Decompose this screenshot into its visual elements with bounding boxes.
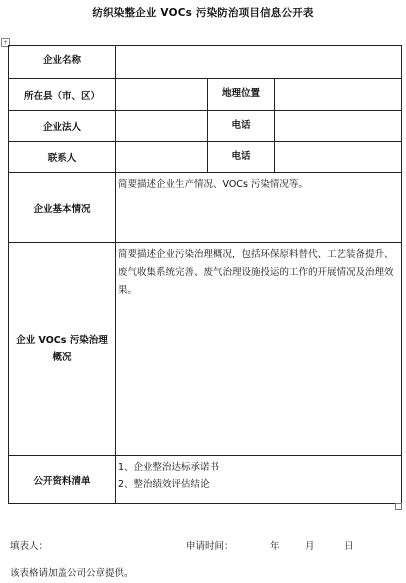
month-label: 月 bbox=[305, 541, 315, 552]
disclosure-item: 1、企业整治达标承诺书 bbox=[118, 462, 220, 473]
disclosure-list[interactable] bbox=[116, 456, 402, 504]
filler-label: 填表人： bbox=[10, 541, 49, 552]
county-label: 所在县（市、区） bbox=[9, 79, 116, 111]
contact-label: 联系人 bbox=[9, 142, 116, 173]
phone-value-2[interactable] bbox=[275, 142, 402, 173]
row-contact bbox=[9, 142, 402, 173]
document-title: 纺织染整企业 VOCs 污染防治项目信息公开表 bbox=[92, 7, 314, 19]
location-value[interactable] bbox=[275, 79, 402, 111]
row-governance bbox=[9, 243, 402, 456]
company-name-label: 企业名称 bbox=[9, 46, 116, 79]
disclosure-item: 2、整治绩效评估结论 bbox=[118, 479, 210, 490]
county-value[interactable] bbox=[116, 79, 208, 111]
table-move-handle-icon[interactable]: + bbox=[2, 39, 9, 46]
info-form-table bbox=[8, 45, 402, 504]
phone-value-1[interactable] bbox=[275, 111, 402, 142]
location-label: 地理位置 bbox=[208, 79, 275, 111]
contact-value[interactable] bbox=[116, 142, 208, 173]
footer-note: 该表格请加盖公司公章提供。 bbox=[10, 568, 134, 579]
row-company-name bbox=[9, 46, 402, 79]
company-name-value[interactable] bbox=[116, 46, 402, 79]
phone-label-2: 电话 bbox=[208, 142, 275, 173]
table-resize-handle-icon[interactable] bbox=[395, 503, 402, 510]
governance-text[interactable]: 简要描述企业污染治理概况，包括环保原料替代、工艺装备提升、废气收集系统完善、废气治理设施投运的工作的开展情况及治理效果。 bbox=[116, 243, 402, 456]
basic-info-label: 企业基本情况 bbox=[9, 173, 116, 243]
governance-label: 企业 VOCs 污染治理概况 bbox=[9, 243, 116, 456]
row-basic-info bbox=[9, 173, 402, 243]
row-county bbox=[9, 79, 402, 111]
phone-label-1: 电话 bbox=[208, 111, 275, 142]
legal-person-value[interactable] bbox=[116, 111, 208, 142]
basic-info-text[interactable]: 简要描述企业生产情况、VOCs 污染情况等。 bbox=[116, 173, 402, 243]
day-label: 日 bbox=[344, 541, 354, 552]
legal-person-label: 企业法人 bbox=[9, 111, 116, 142]
row-disclosure bbox=[9, 456, 402, 504]
apply-time-label: 申请时间： bbox=[186, 541, 234, 552]
year-label: 年 bbox=[270, 541, 280, 552]
disclosure-label: 公开资料清单 bbox=[9, 456, 116, 504]
row-legal-person bbox=[9, 111, 402, 142]
